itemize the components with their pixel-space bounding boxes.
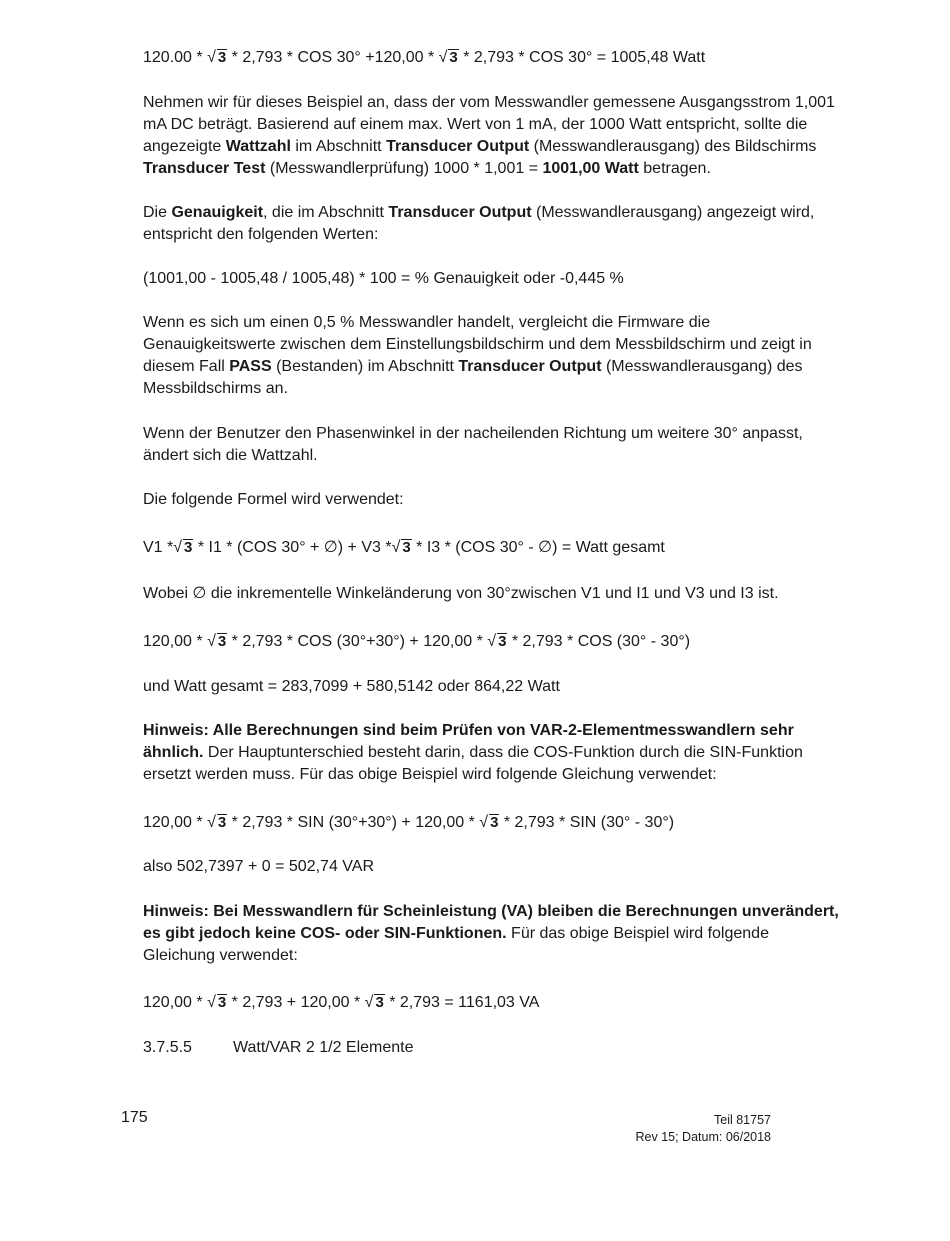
- sqrt-radicand: 3: [449, 49, 458, 66]
- equation-watt-total: [143, 47, 843, 69]
- note-var: Hinweis: Alle Berechnungen sind beim Prüfen von VAR-2-Elementmesswandlern sehr ähnlich. Der Hauptunterschied besteht darin, dass die COS-Funktion durch die SIN-Funktion ersetzt werden muss. Für das obige Beispiel wird folgende Gleichung verwendet:: [143, 722, 803, 783]
- sqrt-radicand: 3: [217, 633, 227, 650]
- var-result: also 502,7397 + 0 = 502,74 VAR: [143, 858, 374, 875]
- sqrt-symbol: √: [479, 814, 489, 831]
- sqrt-symbol: √: [207, 49, 216, 66]
- section-number: 3.7.5.5: [143, 1039, 192, 1056]
- sqrt-radicand: 3: [217, 49, 227, 66]
- sqrt-radicand: 3: [490, 814, 499, 831]
- footer-part-number: Teil 81757: [714, 1113, 771, 1127]
- sqrt-radicand: 3: [498, 633, 507, 650]
- sqrt-radicand: 3: [217, 814, 227, 831]
- paragraph-accuracy: Die Genauigkeit, die im Abschnitt Transducer Output (Messwandlerausgang) angezeigt wird, entspricht den folgenden Werten:: [143, 204, 815, 243]
- equation-va: 120,00 * √ 3 * 2,793 + 120,00 * √ 3 * 2,793 = 1161,03 VA: [143, 994, 540, 1011]
- watt-total-result: und Watt gesamt = 283,7099 + 580,5142 oder 864,22 Watt: [143, 678, 560, 695]
- eq-part: * 2,793 * COS 30° +120,00 *: [231, 49, 435, 66]
- sqrt-symbol: √: [173, 539, 183, 556]
- page-number: 175: [121, 1109, 148, 1126]
- footer-revision: Rev 15; Datum: 06/2018: [635, 1130, 771, 1144]
- equation-sin: 120,00 * √ 3 * 2,793 * SIN (30°+30°) + 120,00 * √ 3 * 2,793 * SIN (30° - 30°): [143, 814, 675, 831]
- sqrt-symbol: √: [207, 814, 216, 831]
- paragraph-where: Wobei ∅ die inkrementelle Winkeländerung von 30°zwischen V1 und I1 und V3 und I3 ist.: [143, 585, 779, 602]
- footer-info: [636, 1112, 772, 1146]
- note-va: Hinweis: Bei Messwandlern für Scheinleistung (VA) bleiben die Berechnungen unverändert, es gibt jedoch keine COS- oder SIN-Funktionen. Für das obige Beispiel wird folgende Gleichung verwendet:: [143, 903, 839, 964]
- sqrt-symbol: √: [438, 49, 448, 66]
- equation-general: V1 *√ 3 * I1 * (COS 30° + ∅) + V3 *√ 3 * I3 * (COS 30° - ∅) = Watt gesamt: [143, 539, 665, 556]
- section-title: Watt/VAR 2 1/2 Elemente: [233, 1039, 414, 1056]
- sqrt-symbol: √: [364, 994, 374, 1011]
- equation-cos: 120,00 * √ 3 * 2,793 * COS (30°+30°) + 120,00 * √ 3 * 2,793 * COS (30° - 30°): [143, 633, 691, 650]
- paragraph-formula-intro: Die folgende Formel wird verwendet:: [143, 491, 404, 508]
- paragraph-phase-angle: Wenn der Benutzer den Phasenwinkel in der nacheilenden Richtung um weitere 30° anpasst, ändert sich die Wattzahl.: [143, 425, 803, 464]
- sqrt-radicand: 3: [184, 539, 193, 556]
- paragraph-pass: Wenn es sich um einen 0,5 % Messwandler handelt, vergleicht die Firmware die Genauigkeitswerte zwischen dem Einstellungsbildschirm und dem Messbildschirm und zeigt in diesem Fall PASS (Bestanden) im Abschnitt Transducer Output (Messwandlerausgang) des Messbildschirms an.: [143, 314, 812, 397]
- sqrt-radicand: 3: [217, 994, 227, 1011]
- sqrt-symbol: √: [207, 994, 216, 1011]
- sqrt-symbol: √: [391, 539, 401, 556]
- eq-part: * 2,793 * COS 30° = 1005,48 Watt: [463, 49, 706, 66]
- sqrt-radicand: 3: [402, 539, 411, 556]
- sqrt-symbol: √: [487, 633, 497, 650]
- section-heading: [143, 1037, 843, 1059]
- sqrt-symbol: √: [207, 633, 216, 650]
- accuracy-formula: (1001,00 - 1005,48 / 1005,48) * 100 = % Genauigkeit oder -0,445 %: [143, 270, 624, 287]
- paragraph-example-current: Nehmen wir für dieses Beispiel an, dass der vom Messwandler gemessene Ausgangsstrom 1,001 mA DC beträgt. Basierend auf einem max. Wert von 1 mA, der 1000 Watt entspricht, sollte die angezeigte Wattzahl im Abschnitt Transducer Output (Messwandlerausgang) des Bildschirms Transducer Test (Messwandlerprüfung) 1000 * 1,001 = 1001,00 Watt betragen.: [143, 94, 835, 177]
- sqrt-radicand: 3: [375, 994, 384, 1011]
- eq-part: 120.00 *: [143, 49, 203, 66]
